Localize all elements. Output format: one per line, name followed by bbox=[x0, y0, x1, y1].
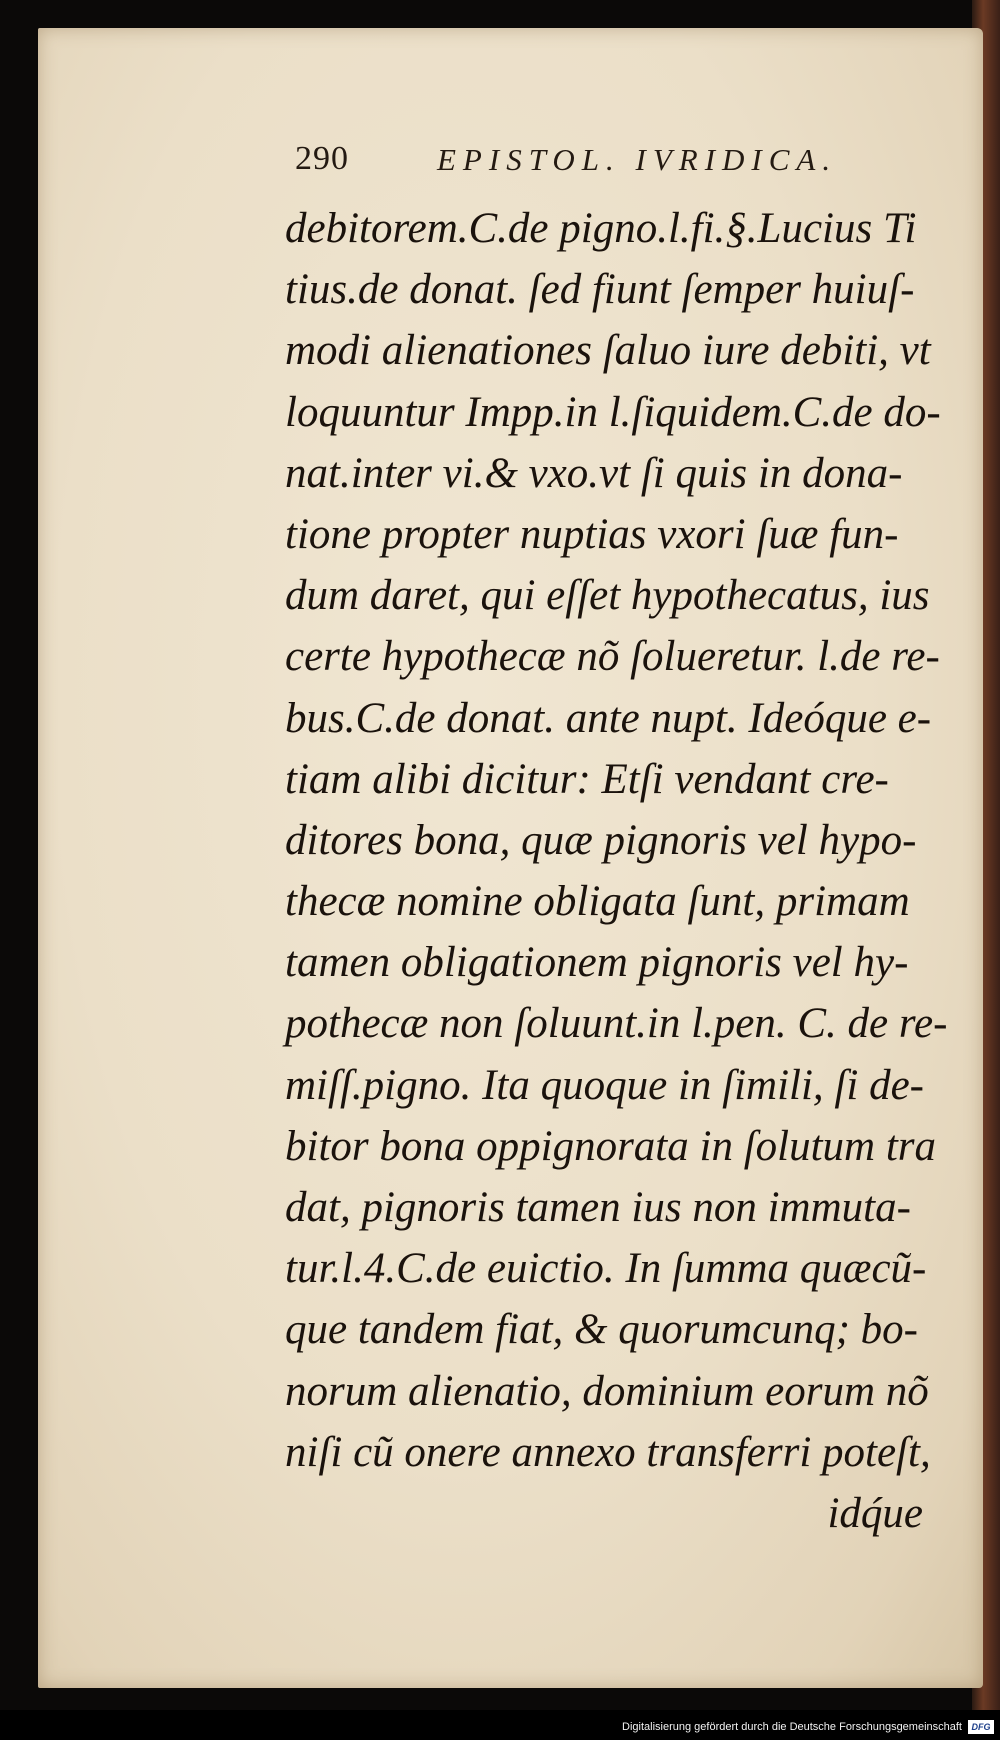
text-line: pothecæ non ſoluunt.in l.pen. C. de re- bbox=[285, 1000, 948, 1048]
footer-bar bbox=[0, 1710, 1000, 1740]
text-line: bus.C.de donat. ante nupt. Ideóque e- bbox=[285, 694, 932, 742]
page-number: 290 bbox=[295, 140, 349, 177]
text-line: bitor bona oppignorata in ſolutum tra bbox=[285, 1122, 937, 1170]
text-line: debitorem.C.de pigno.l.fi.§.Lucius Ti bbox=[285, 205, 917, 252]
text-line: tione propter nuptias vxori ſuæ fun- bbox=[285, 510, 899, 558]
text-line: tius.de donat. ſed fiunt ſemper huiuſ- bbox=[285, 266, 915, 314]
running-head: EPISTOL. IVRIDICA. bbox=[437, 142, 838, 177]
dfg-logo: DFG bbox=[968, 1720, 994, 1734]
text-line: loquuntur Impp.in l.ſiquidem.C.de do- bbox=[285, 388, 941, 436]
text-line: tur.l.4.C.de euictio. In ſumma quæcũ- bbox=[285, 1245, 927, 1293]
text-line: dum daret, qui eſſet hypothecatus, ius bbox=[285, 572, 930, 620]
text-line: certe hypothecæ nõ ſolueretur. l.de re- bbox=[285, 633, 940, 681]
catchword: idq́ue bbox=[827, 1489, 923, 1537]
text-line: thecæ nomine obligata ſunt, primam bbox=[285, 878, 910, 926]
text-line: miſſ.pigno. Ita quoque in ſimili, ſi de- bbox=[285, 1061, 924, 1109]
text-line: ditores bona, quæ pignoris vel hypo- bbox=[285, 816, 917, 864]
footer-credit: Digitalisierung gefördert durch die Deutsche Forschungsgemeinschaft bbox=[622, 1721, 962, 1733]
text-line: modi alienationes ſaluo iure debiti, vt bbox=[285, 327, 931, 375]
text-line: tiam alibi dicitur: Etſi vendant cre- bbox=[285, 755, 889, 803]
text-line: norum alienatio, dominium eorum nõ bbox=[285, 1367, 929, 1415]
text-line: tamen obligationem pignoris vel hy- bbox=[285, 939, 909, 987]
text-line: niſi cũ onere annexo transferri poteſt, bbox=[285, 1428, 931, 1476]
page-header bbox=[295, 140, 915, 190]
text-line: que tandem fiat, & quorumcunq; bo- bbox=[285, 1306, 918, 1354]
text-line: nat.inter vi.& vxo.vt ſi quis in dona- bbox=[285, 449, 903, 497]
text-line: dat, pignoris tamen ius non immuta- bbox=[285, 1184, 911, 1231]
body-text bbox=[285, 198, 948, 1544]
